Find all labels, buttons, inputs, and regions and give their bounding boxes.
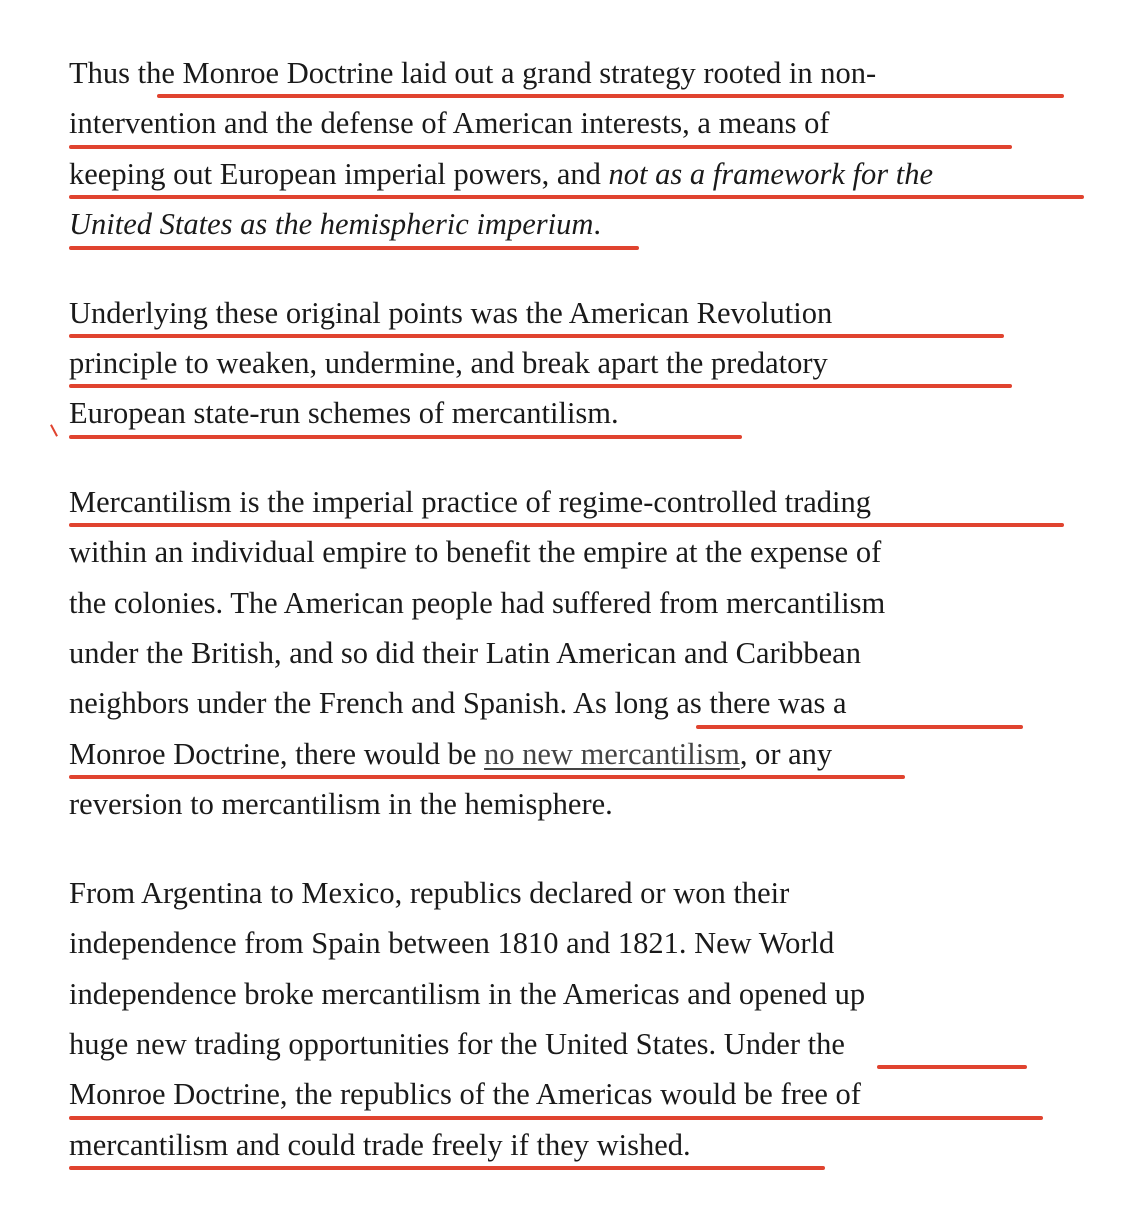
text-segment: Underlying these original points was the American Revolution — [69, 295, 833, 330]
text-line — [69, 729, 1099, 779]
text-line — [69, 199, 1099, 249]
text-segment: principle to weaken, undermine, and break apart the predatory — [69, 346, 828, 381]
text-segment: intervention and the defense of American interests, a means of — [69, 106, 830, 141]
text-line — [69, 868, 1099, 918]
paragraph — [69, 868, 1099, 1170]
text-segment: , or any — [739, 736, 833, 771]
text-line — [69, 477, 1099, 527]
text-segment: within an individual empire to benefit the empire at the expense of — [69, 535, 882, 570]
text-segment: mercantilism and could trade freely if they wished. — [69, 1127, 691, 1162]
text-segment: independence broke mercantilism in the Americas and opened up — [69, 976, 866, 1011]
paragraph — [69, 477, 1099, 830]
italic-text: not as a framework for the — [608, 156, 933, 191]
text-segment: From Argentina to Mexico, republics declared or won their — [69, 875, 790, 910]
text-line — [69, 527, 1099, 577]
text-segment: independence from Spain between 1810 and 1821. New World — [69, 926, 835, 961]
text-segment: huge new trading opportunities for the United States. Under the — [69, 1026, 845, 1061]
paragraph — [69, 288, 1099, 439]
highlight-underline-stroke — [69, 246, 639, 250]
text-line — [69, 48, 1099, 98]
text-segment: reversion to mercantilism in the hemisphere. — [69, 787, 613, 822]
text-line — [69, 578, 1099, 628]
text-line — [69, 98, 1099, 148]
text-segment: Monroe Doctrine, there would be — [69, 736, 485, 771]
text-segment: neighbors under the French and Spanish. As long as there was a — [69, 686, 847, 721]
text-line — [69, 969, 1099, 1019]
text-segment: European state-run schemes of mercantilism. — [69, 396, 619, 431]
text-segment: keeping out European imperial powers, and — [69, 156, 609, 191]
text-line — [69, 779, 1099, 829]
text-line — [69, 1120, 1099, 1170]
text-segment: the colonies. The American people had suffered from mercantilism — [69, 585, 886, 620]
text-segment: Mercantilism is the imperial practice of regime-controlled trading — [69, 484, 872, 519]
text-line — [69, 388, 1099, 438]
text-line — [69, 149, 1099, 199]
text-segment: Monroe Doctrine, the republics of the Americas would be free of — [69, 1077, 861, 1112]
paragraph — [69, 48, 1099, 250]
highlight-underline-stroke — [69, 1166, 825, 1170]
highlight-underline-stroke — [69, 435, 742, 439]
text-segment: . — [593, 207, 601, 242]
text-line — [69, 1069, 1099, 1119]
no-new-mercantilism-link[interactable]: no new mercantilism — [484, 736, 740, 771]
italic-text: United States as the hemispheric imperium — [69, 207, 594, 242]
text-segment: under the British, and so did their Latin American and Caribbean — [69, 636, 861, 671]
text-line — [69, 628, 1099, 678]
text-line — [69, 338, 1099, 388]
text-line — [69, 918, 1099, 968]
text-line — [69, 678, 1099, 728]
stray-pen-mark — [50, 424, 58, 436]
text-line — [69, 1019, 1099, 1069]
text-line — [69, 288, 1099, 338]
text-segment: Thus the Monroe Doctrine laid out a grand strategy rooted in non- — [69, 56, 877, 90]
article-body — [69, 48, 1099, 1208]
